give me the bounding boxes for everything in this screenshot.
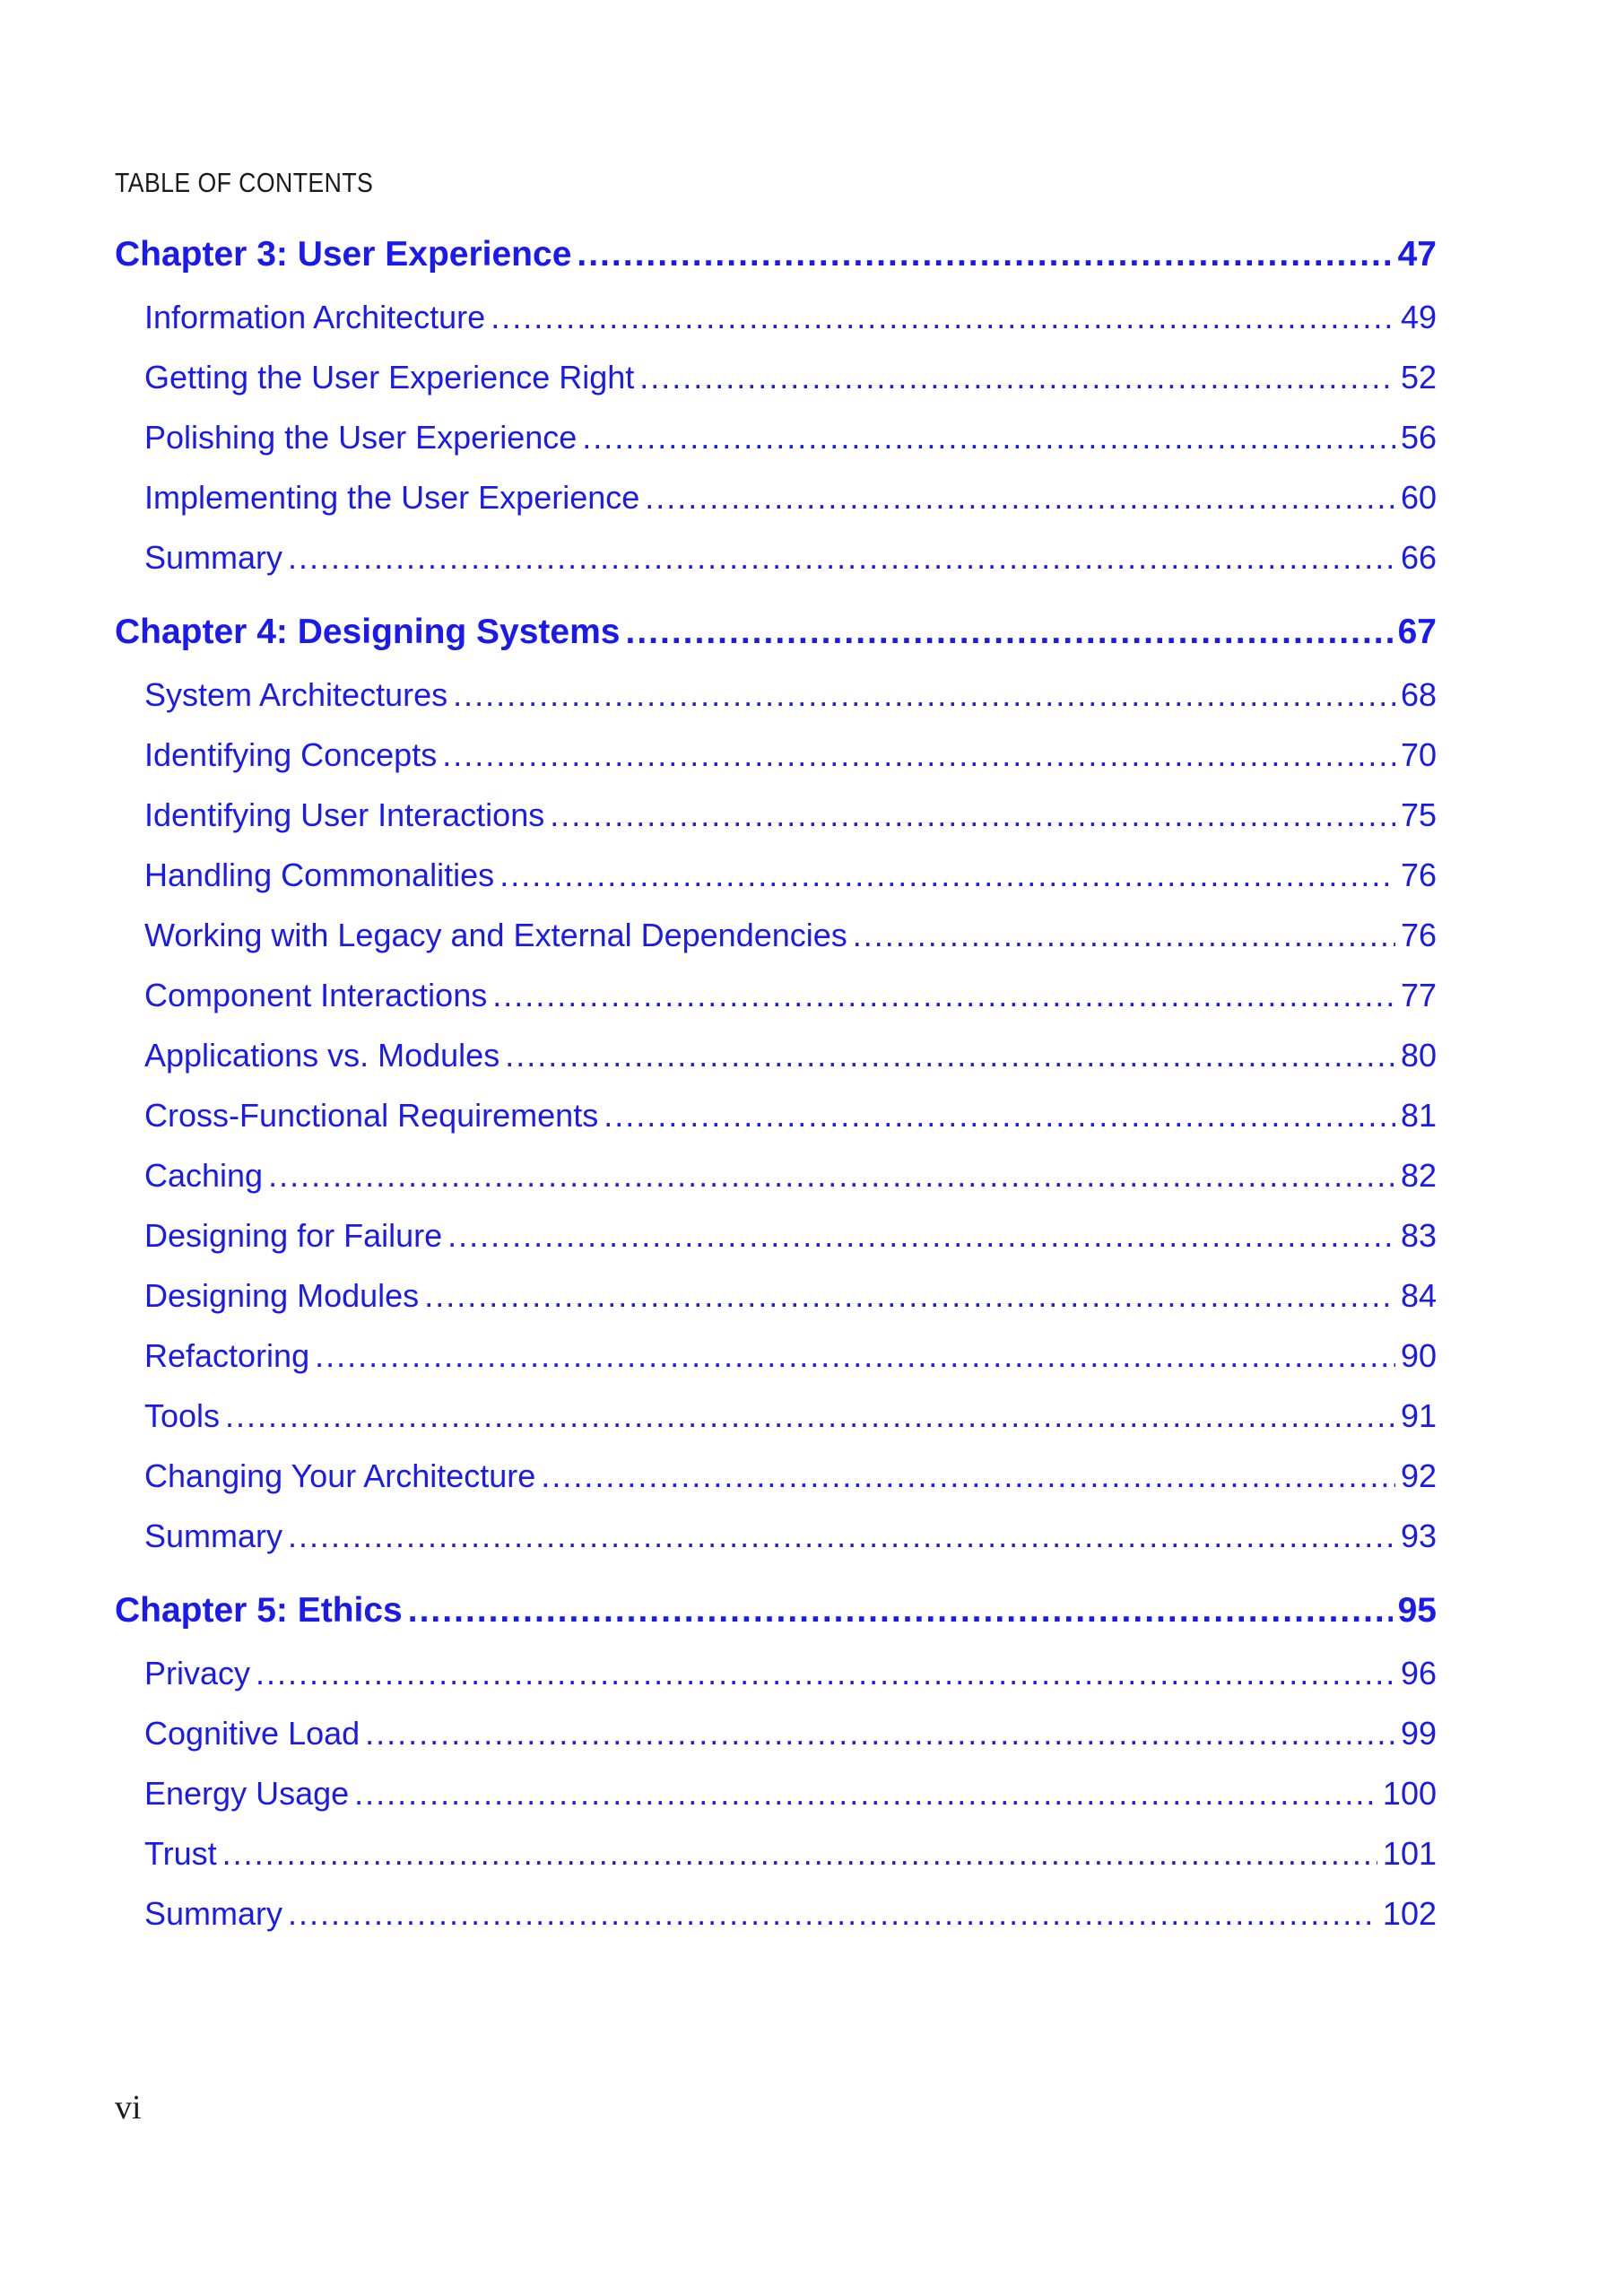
toc-entry-title: Designing Modules (144, 1277, 420, 1314)
toc-section-link[interactable] (144, 1037, 1437, 1074)
toc-section-link[interactable] (144, 1518, 1437, 1555)
toc-entry-title: Refactoring (144, 1337, 310, 1374)
toc-entry-page-number: 95 (1397, 1591, 1437, 1630)
toc-section-link[interactable] (144, 1337, 1437, 1375)
toc-section-link[interactable] (144, 1097, 1437, 1135)
dot-leader (639, 359, 1395, 396)
dot-leader (447, 1217, 1395, 1255)
toc-entry-page-number: 49 (1400, 299, 1437, 335)
toc-entry-page-number: 102 (1382, 1895, 1437, 1932)
dot-leader (492, 977, 1395, 1014)
toc-entry-title: Polishing the User Experience (144, 419, 578, 456)
toc-entry-title: Identifying User Interactions (144, 796, 545, 833)
dot-leader (604, 1097, 1395, 1135)
dot-leader (582, 419, 1395, 457)
toc-entry-title: Chapter 5: Ethics (115, 1591, 403, 1630)
toc-section-link[interactable] (144, 917, 1437, 954)
toc-section-link[interactable] (144, 1217, 1437, 1255)
toc-section-link[interactable] (144, 479, 1437, 517)
toc-section-link[interactable] (144, 1397, 1437, 1435)
toc-entry-title: Summary (144, 539, 283, 576)
toc-entry-title: Summary (144, 1895, 283, 1932)
toc-entry-title: Trust (144, 1835, 217, 1872)
dot-leader (577, 235, 1392, 274)
dot-leader (550, 796, 1395, 834)
dot-leader (408, 1591, 1393, 1631)
toc-section-link[interactable] (144, 1655, 1437, 1692)
dot-leader (256, 1655, 1395, 1692)
dot-leader (625, 613, 1392, 652)
toc-entry-title: Caching (144, 1157, 264, 1194)
dot-leader (645, 479, 1395, 517)
toc-section-link[interactable] (144, 1157, 1437, 1195)
toc-section-link[interactable] (144, 1277, 1437, 1315)
toc-entry-page-number: 101 (1382, 1835, 1437, 1872)
toc-entry-title: Designing for Failure (144, 1217, 443, 1254)
toc-entry-title: Information Architecture (144, 299, 486, 335)
toc-entry-title: Chapter 4: Designing Systems (115, 613, 621, 651)
toc-entry-page-number: 96 (1400, 1655, 1437, 1692)
toc-entry-page-number: 84 (1400, 1277, 1437, 1314)
dot-leader (442, 736, 1395, 774)
toc-section-link[interactable] (144, 796, 1437, 834)
toc-entry-page-number: 67 (1397, 613, 1437, 651)
toc-section-link[interactable] (144, 539, 1437, 577)
toc-entry-page-number: 99 (1400, 1715, 1437, 1752)
toc-entry-page-number: 81 (1400, 1097, 1437, 1134)
toc-entry-title: Cross-Functional Requirements (144, 1097, 599, 1134)
toc-section-link[interactable] (144, 1775, 1437, 1813)
dot-leader (354, 1775, 1377, 1813)
toc-section-link[interactable] (144, 676, 1437, 714)
toc-entry-title: System Architectures (144, 676, 448, 713)
toc-entry-title: Summary (144, 1518, 283, 1554)
toc-entry-page-number: 70 (1400, 736, 1437, 773)
dot-leader (288, 1895, 1377, 1933)
toc-entry-title: Tools (144, 1397, 221, 1434)
toc-entry-title: Chapter 3: User Experience (115, 235, 572, 274)
toc-entry-page-number: 93 (1400, 1518, 1437, 1554)
toc-chapter-link[interactable] (115, 1591, 1437, 1631)
toc-entry-page-number: 91 (1400, 1397, 1437, 1434)
dot-leader (288, 539, 1395, 577)
toc-entry-page-number: 83 (1400, 1217, 1437, 1254)
page-number: vi (115, 2089, 142, 2126)
toc-entry-page-number: 75 (1400, 796, 1437, 833)
dot-leader (541, 1457, 1395, 1495)
toc-entry-page-number: 92 (1400, 1457, 1437, 1494)
dot-leader (499, 857, 1395, 894)
toc-section-link[interactable] (144, 736, 1437, 774)
dot-leader (288, 1518, 1395, 1555)
dot-leader (853, 917, 1395, 954)
toc-section-link[interactable] (144, 857, 1437, 894)
toc-entry-page-number: 76 (1400, 857, 1437, 893)
dot-leader (505, 1037, 1395, 1074)
toc-entry-page-number: 56 (1400, 419, 1437, 456)
toc-entry-page-number: 52 (1400, 359, 1437, 396)
toc-entry-page-number: 47 (1397, 235, 1437, 274)
dot-leader (268, 1157, 1395, 1195)
running-head: TABLE OF CONTENTS (115, 167, 374, 198)
toc-entry-title: Working with Legacy and External Dependencies (144, 917, 847, 953)
toc-entry-title: Identifying Concepts (144, 736, 438, 773)
toc-entry-title: Changing Your Architecture (144, 1457, 536, 1494)
toc-entry-page-number: 76 (1400, 917, 1437, 953)
dot-leader (453, 676, 1395, 714)
toc-section-link[interactable] (144, 359, 1437, 396)
dot-leader (315, 1337, 1395, 1375)
toc-section-link[interactable] (144, 977, 1437, 1014)
dot-leader (222, 1835, 1377, 1873)
toc-entry-page-number: 68 (1400, 676, 1437, 713)
dot-leader (424, 1277, 1395, 1315)
toc-section-link[interactable] (144, 1715, 1437, 1752)
toc-entry-title: Getting the User Experience Right (144, 359, 635, 396)
toc-entry-title: Component Interactions (144, 977, 488, 1013)
toc-entry-page-number: 80 (1400, 1037, 1437, 1074)
toc-entry-title: Privacy (144, 1655, 251, 1692)
toc-entry-page-number: 66 (1400, 539, 1437, 576)
toc-entry-title: Handling Commonalities (144, 857, 495, 893)
toc-section-link[interactable] (144, 1457, 1437, 1495)
toc-entry-page-number: 82 (1400, 1157, 1437, 1194)
dot-leader (225, 1397, 1395, 1435)
toc-section-link[interactable] (144, 1895, 1437, 1933)
toc-entry-page-number: 100 (1382, 1775, 1437, 1812)
toc-entry-page-number: 77 (1400, 977, 1437, 1013)
dot-leader (365, 1715, 1395, 1752)
toc-entry-page-number: 90 (1400, 1337, 1437, 1374)
toc-section-link[interactable] (144, 1835, 1437, 1873)
toc-entry-page-number: 60 (1400, 479, 1437, 516)
toc-entry-title: Implementing the User Experience (144, 479, 640, 516)
toc-chapter-link[interactable] (115, 235, 1437, 274)
toc-section-link[interactable] (144, 419, 1437, 457)
dot-leader (491, 299, 1395, 336)
toc-chapter-link[interactable] (115, 613, 1437, 652)
toc-entry-title: Energy Usage (144, 1775, 350, 1812)
toc-entry-title: Cognitive Load (144, 1715, 360, 1752)
toc-section-link[interactable] (144, 299, 1437, 336)
toc-entry-title: Applications vs. Modules (144, 1037, 500, 1074)
